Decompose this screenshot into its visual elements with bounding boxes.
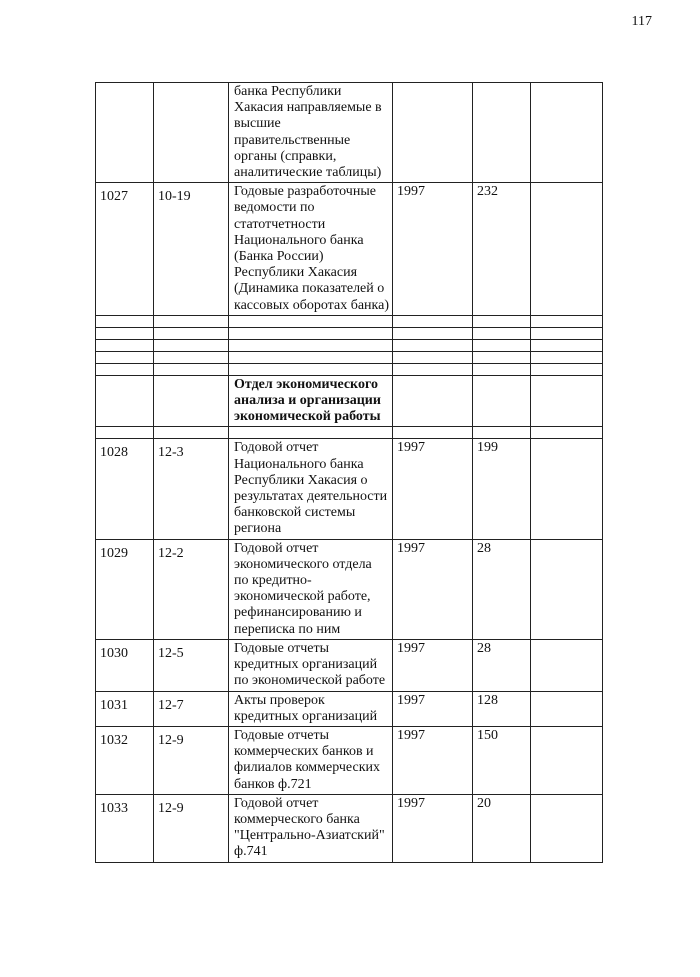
section-title: Отдел экономического анализа и организации экономической работы <box>229 375 393 427</box>
cell-sheet-count: 199 <box>473 439 531 539</box>
table-row <box>96 639 603 691</box>
cell-year: 1997 <box>393 691 473 726</box>
cell-year <box>393 83 473 183</box>
cell-year: 1997 <box>393 439 473 539</box>
cell-item-number <box>96 375 154 427</box>
cell-title <box>229 339 393 351</box>
cell-title <box>229 427 393 439</box>
cell-sheet-count: 232 <box>473 183 531 316</box>
cell-item-number: 1031 <box>96 691 154 726</box>
page-number: 117 <box>631 14 652 29</box>
cell-index: 12-2 <box>154 539 229 639</box>
cell-sheet-count <box>473 327 531 339</box>
cell-item-number: 1029 <box>96 539 154 639</box>
cell-title: Годовой отчет экономического отдела по кредитно-экономической работе, рефинансированию и переписка по ним <box>229 539 393 639</box>
cell-sheet-count <box>473 339 531 351</box>
cell-item-number <box>96 339 154 351</box>
table-row <box>96 794 603 862</box>
blank-row <box>96 351 603 363</box>
cell-note <box>531 539 603 639</box>
cell-sheet-count <box>473 83 531 183</box>
cell-year <box>393 375 473 427</box>
cell-title: Годовой отчет Национального банка Республики Хакасия о результатах деятельности банковской системы региона <box>229 439 393 539</box>
cell-title: Годовой отчет коммерческого банка "Центрально-Азиатский" ф.741 <box>229 794 393 862</box>
blank-row <box>96 363 603 375</box>
cell-year <box>393 363 473 375</box>
cell-note <box>531 691 603 726</box>
table-row <box>96 83 603 183</box>
cell-note <box>531 794 603 862</box>
blank-row <box>96 427 603 439</box>
cell-index: 12-9 <box>154 726 229 794</box>
cell-year: 1997 <box>393 794 473 862</box>
cell-note <box>531 639 603 691</box>
cell-title: Годовые отчеты кредитных организаций по экономической работе <box>229 639 393 691</box>
cell-index: 10-19 <box>154 183 229 316</box>
cell-item-number: 1027 <box>96 183 154 316</box>
archive-inventory-table <box>95 82 603 863</box>
cell-note <box>531 427 603 439</box>
cell-year <box>393 427 473 439</box>
cell-sheet-count: 150 <box>473 726 531 794</box>
cell-title: Годовые отчеты коммерческих банков и филиалов коммерческих банков ф.721 <box>229 726 393 794</box>
cell-index <box>154 363 229 375</box>
cell-item-number <box>96 83 154 183</box>
cell-item-number <box>96 427 154 439</box>
cell-year <box>393 339 473 351</box>
cell-index <box>154 83 229 183</box>
cell-title: Акты проверок кредитных организаций <box>229 691 393 726</box>
blank-row <box>96 339 603 351</box>
cell-index <box>154 327 229 339</box>
cell-index: 12-7 <box>154 691 229 726</box>
cell-year: 1997 <box>393 183 473 316</box>
cell-item-number <box>96 327 154 339</box>
table-row <box>96 539 603 639</box>
cell-title <box>229 363 393 375</box>
cell-note <box>531 351 603 363</box>
cell-item-number <box>96 351 154 363</box>
cell-item-number <box>96 315 154 327</box>
cell-note <box>531 327 603 339</box>
cell-index: 12-5 <box>154 639 229 691</box>
cell-sheet-count: 20 <box>473 794 531 862</box>
cell-sheet-count <box>473 315 531 327</box>
cell-note <box>531 83 603 183</box>
cell-sheet-count: 28 <box>473 639 531 691</box>
cell-title: банка Республики Хакасия направляемые в высшие правительственные органы (справки, аналитические таблицы) <box>229 83 393 183</box>
cell-sheet-count <box>473 427 531 439</box>
cell-year <box>393 351 473 363</box>
cell-sheet-count <box>473 375 531 427</box>
cell-title: Годовые разработочные ведомости по статотчетности Национального банка (Банка России) Республики Хакасия (Динамика показателей о кассовых оборотах банка) <box>229 183 393 316</box>
cell-index <box>154 351 229 363</box>
cell-index <box>154 427 229 439</box>
cell-sheet-count <box>473 351 531 363</box>
cell-item-number: 1030 <box>96 639 154 691</box>
table-row <box>96 183 603 316</box>
cell-year <box>393 315 473 327</box>
cell-note <box>531 339 603 351</box>
section-header-row <box>96 375 603 427</box>
cell-title <box>229 315 393 327</box>
cell-note <box>531 363 603 375</box>
cell-note <box>531 183 603 316</box>
cell-year <box>393 327 473 339</box>
cell-note <box>531 439 603 539</box>
cell-item-number <box>96 363 154 375</box>
cell-sheet-count: 28 <box>473 539 531 639</box>
cell-title <box>229 351 393 363</box>
table-row <box>96 439 603 539</box>
cell-sheet-count: 128 <box>473 691 531 726</box>
blank-row <box>96 315 603 327</box>
cell-index <box>154 315 229 327</box>
cell-item-number: 1028 <box>96 439 154 539</box>
cell-title <box>229 327 393 339</box>
cell-index <box>154 339 229 351</box>
cell-year: 1997 <box>393 726 473 794</box>
cell-index: 12-9 <box>154 794 229 862</box>
cell-year: 1997 <box>393 639 473 691</box>
cell-sheet-count <box>473 363 531 375</box>
cell-note <box>531 726 603 794</box>
cell-index: 12-3 <box>154 439 229 539</box>
cell-index <box>154 375 229 427</box>
cell-note <box>531 315 603 327</box>
cell-year: 1997 <box>393 539 473 639</box>
cell-item-number: 1033 <box>96 794 154 862</box>
cell-item-number: 1032 <box>96 726 154 794</box>
cell-note <box>531 375 603 427</box>
blank-row <box>96 327 603 339</box>
table-row <box>96 691 603 726</box>
table-row <box>96 726 603 794</box>
